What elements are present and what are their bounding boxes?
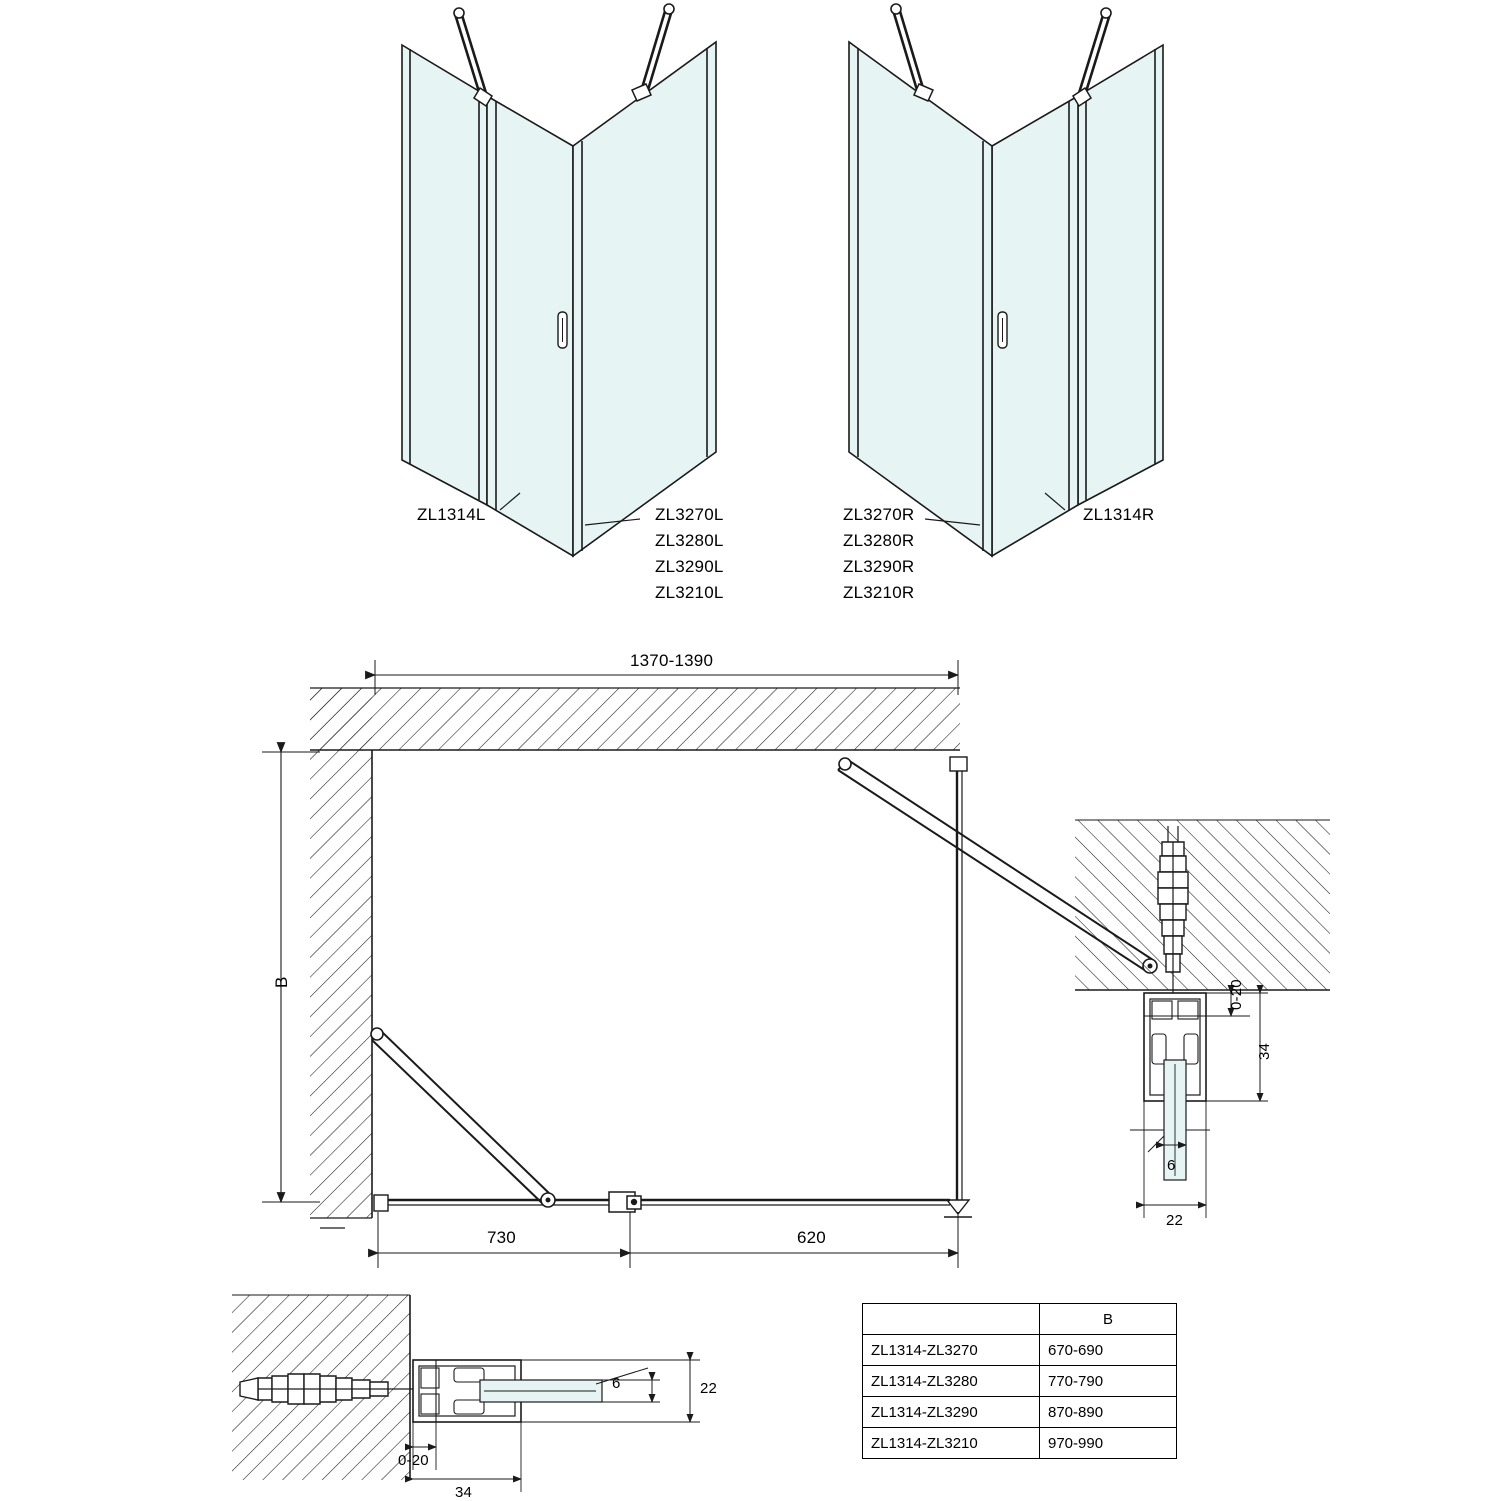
label-zl1314l: ZL1314L: [417, 505, 486, 524]
detail-bottom-glass: 6: [612, 1375, 621, 1392]
table-row-name: ZL1314-ZL3270: [863, 1335, 1040, 1366]
label-left-door-1: ZL3270L: [655, 505, 724, 524]
detail-right-glass: 6: [1167, 1157, 1176, 1174]
iso-view-right: [849, 4, 1163, 556]
dim-bottom-left: 730: [487, 1228, 516, 1247]
label-left-door-4: ZL3210L: [655, 583, 724, 602]
label-right-door-1: ZL3270R: [843, 505, 915, 524]
label-zl1314r: ZL1314R: [1083, 505, 1155, 524]
table-header-b: B: [1040, 1304, 1177, 1335]
detail-bottom-width: 34: [455, 1484, 473, 1501]
detail-right-width: 22: [1166, 1212, 1184, 1229]
detail-wall-profile-bottom: [232, 1295, 700, 1492]
label-left-door-3: ZL3290L: [655, 557, 724, 576]
dim-depth-b: B: [272, 976, 291, 988]
table-row-b: 870-890: [1040, 1397, 1177, 1428]
dim-bottom-right: 620: [797, 1228, 826, 1247]
table-row-name: ZL1314-ZL3280: [863, 1366, 1040, 1397]
iso-view-left: [402, 4, 716, 556]
detail-wall-profile-right: [1075, 820, 1330, 1218]
table-row-b: 670-690: [1040, 1335, 1177, 1366]
table-header-row: [863, 1304, 1177, 1335]
label-right-door-3: ZL3290R: [843, 557, 915, 576]
dim-top-width: 1370-1390: [630, 651, 714, 670]
label-right-door-4: ZL3210R: [843, 583, 915, 602]
table-header-blank: [863, 1304, 1040, 1335]
detail-right-depth: 34: [1256, 1042, 1273, 1060]
detail-bottom-gap: 0-20: [398, 1452, 429, 1469]
label-left-door-2: ZL3280L: [655, 531, 724, 550]
table-row-b: 770-790: [1040, 1366, 1177, 1397]
size-table: [862, 1303, 1177, 1459]
table-row: [863, 1397, 1177, 1428]
plan-view: [262, 660, 1157, 1268]
table-row: [863, 1366, 1177, 1397]
table-row-name: ZL1314-ZL3290: [863, 1397, 1040, 1428]
table-row-name: ZL1314-ZL3210: [863, 1428, 1040, 1459]
table-row: [863, 1428, 1177, 1459]
detail-bottom-height: 22: [700, 1380, 718, 1397]
table-row: [863, 1335, 1177, 1366]
detail-right-gap: 0-20: [1228, 979, 1245, 1010]
table-row-b: 970-990: [1040, 1428, 1177, 1459]
label-right-door-2: ZL3280R: [843, 531, 915, 550]
